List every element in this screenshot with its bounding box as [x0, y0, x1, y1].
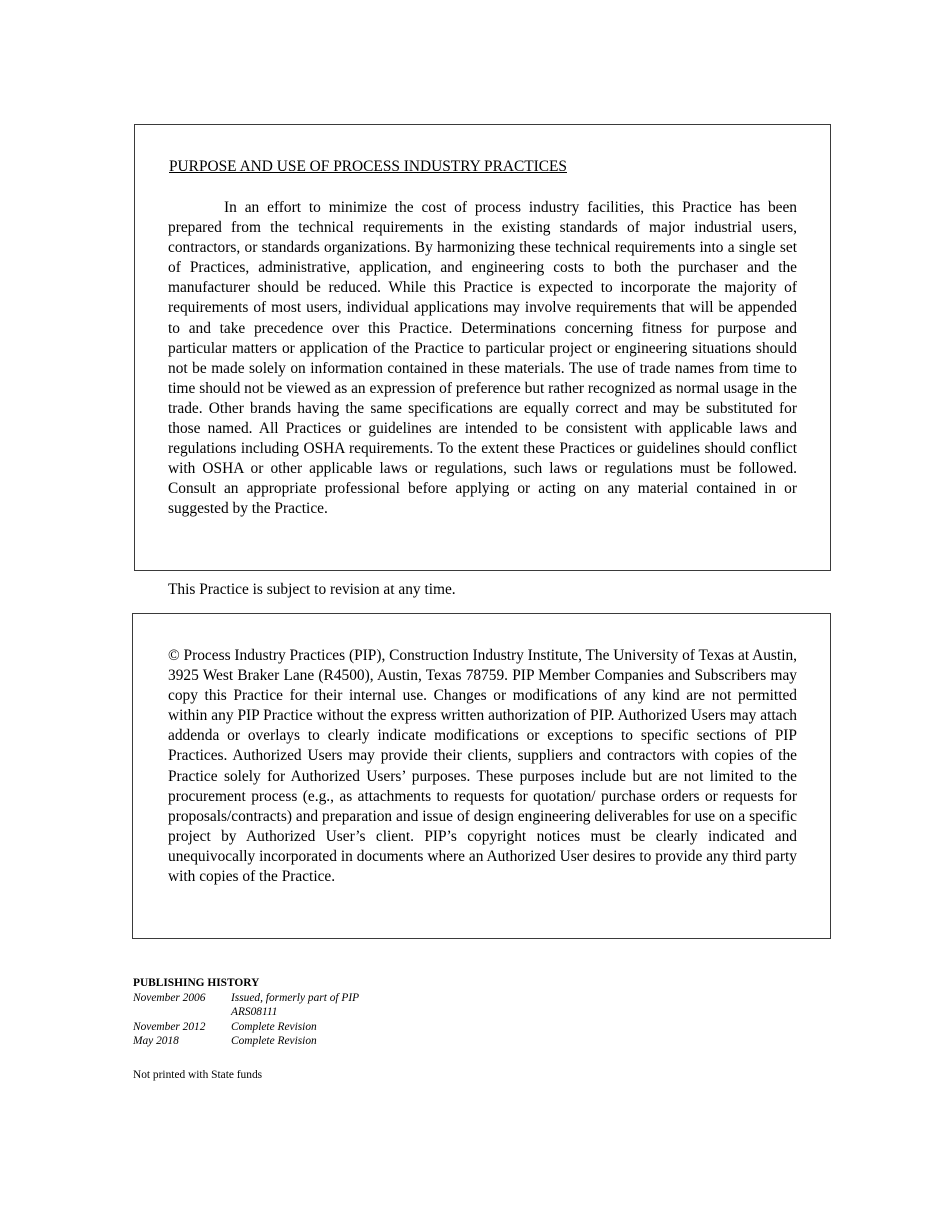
- history-date: November 2006: [133, 991, 206, 1004]
- revision-note: This Practice is subject to revision at any time.: [168, 581, 456, 598]
- purpose-heading: PURPOSE AND USE OF PROCESS INDUSTRY PRACTICES: [169, 158, 567, 175]
- history-date: May 2018: [133, 1035, 179, 1048]
- publishing-history-title: PUBLISHING HISTORY: [133, 977, 260, 989]
- history-date: November 2012: [133, 1020, 206, 1033]
- state-funds-note: Not printed with State funds: [133, 1069, 263, 1081]
- history-entry: [133, 991, 381, 1020]
- purpose-paragraph: In an effort to minimize the cost of process industry facilities, this Practice has been prepared from the technical requirements in the existing standards of major industrial users, contractors, or standards organizations. By harmonizing these technical requirements into a single set of Practices, administrative, application, and engineering costs to both the purchaser and the manufacturer should be reduced. While this Practice is expected to incorporate the majority of requirements of most users, individual applications may involve requirements that will be appended to and take precedence over this Practice. Determinations concerning fitness for purpose and particular matters or application of the Practice to particular project or engineering situations should not be made solely on information contained in these materials. The use of trade names from time to time should not be viewed as an expression of preference but rather recognized as normal usage in the trade. Other brands having the same specifications are equally correct and may be substituted for those named. All Practices or guidelines are intended to be consistent with applicable laws and regulations including OSHA requirements. To the extent these Practices or guidelines should conflict with OSHA or other applicable laws or regulations, such laws or regulations must be followed. Consult an appropriate professional before applying or acting on any material contained in or suggested by the Practice.: [168, 199, 797, 518]
- publishing-history: [133, 976, 381, 1049]
- history-entry: [133, 1034, 381, 1049]
- copyright-box: [132, 613, 831, 939]
- history-description: Issued, formerly part of PIP ARS08111: [231, 991, 359, 1019]
- history-description: Complete Revision: [231, 1035, 317, 1048]
- history-description: Complete Revision: [231, 1020, 317, 1033]
- history-entry: [133, 1020, 381, 1035]
- copyright-paragraph: © Process Industry Practices (PIP), Construction Industry Institute, The University of Texas at Austin, 3925 West Braker Lane (R4500), Austin, Texas 78759. PIP Member Companies and Subscribers may copy this Practice for their internal use. Changes or modifications of any kind are not permitted within any PIP Practice without the express written authorization of PIP. Authorized Users may attach addenda or overlays to clearly indicate modifications or exceptions to specific sections of PIP Practices. Authorized Users may provide their clients, suppliers and contractors with copies of the Practice solely for Authorized Users’ purposes. These purposes include but are not limited to the procurement process (e.g., as attachments to requests for quotation/ purchase orders or requests for proposals/contracts) and preparation and issue of design engineering deliverables for use on a specific project by Authorized User’s client. PIP’s copyright notices must be clearly indicated and unequivocally incorporated in documents where an Authorized User desires to provide any third party with copies of the Practice.: [168, 647, 798, 886]
- purpose-box: [134, 124, 831, 571]
